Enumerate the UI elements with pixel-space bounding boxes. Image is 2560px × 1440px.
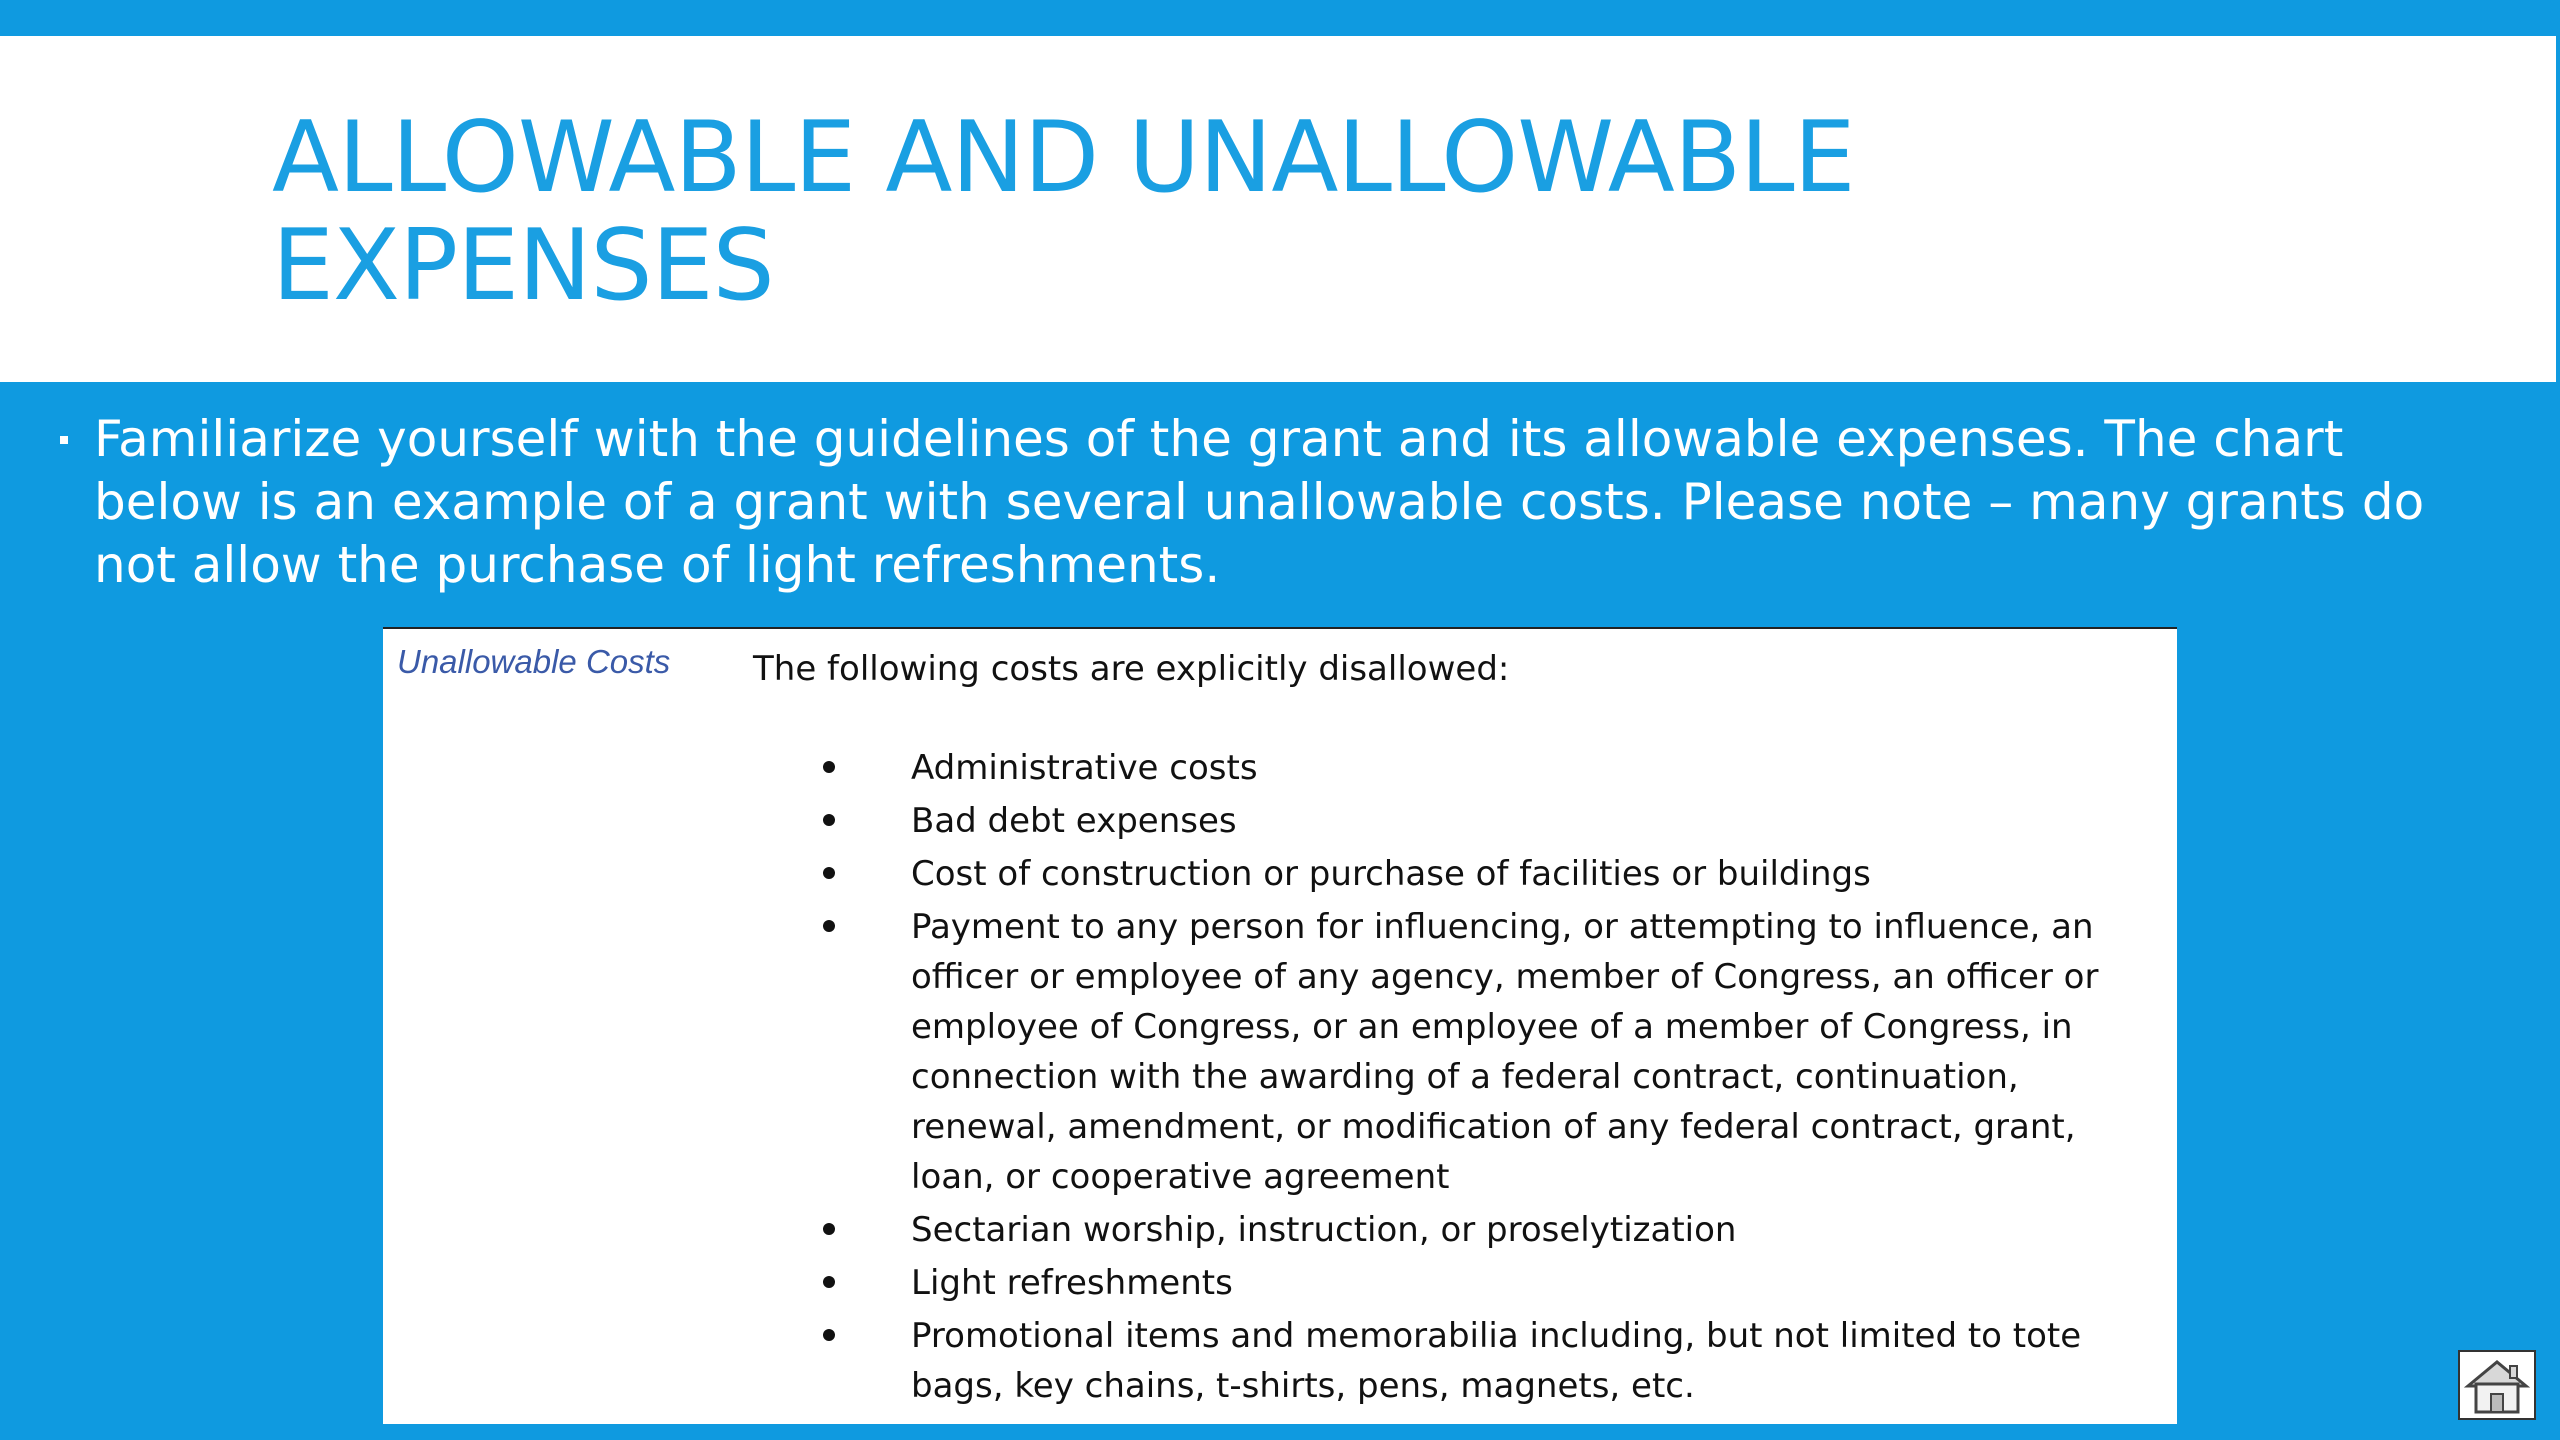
bullet-dot-icon	[823, 814, 835, 826]
list-item-text: Payment to any person for influencing, or attempting to influence, an officer or employee of any agency, member of Congress, an officer or employee of Congress, or an employee of a member of Congress, in connection with the awarding of a federal contract, continuation, renewal, amendment, or modification of any federal contract, grant, loan, or cooperative agreement	[911, 907, 2099, 1197]
bullet-marker	[60, 436, 68, 444]
list-item	[823, 1205, 2143, 1255]
bullet-text: Familiarize yourself with the guidelines of the grant and its allowable expenses. The chart below is an example of a grant with several unallowable costs. Please note – many grants do not allow the purchase of light refreshments.	[94, 410, 2425, 594]
list-item-text: Sectarian worship, instruction, or proselytization	[911, 1210, 1737, 1250]
table-label: Unallowable Costs	[397, 643, 671, 680]
list-item	[823, 1311, 2143, 1411]
list-item	[823, 796, 2143, 846]
bullet-dot-icon	[823, 867, 835, 879]
list-item	[823, 1258, 2143, 1308]
list-item-text: Administrative costs	[911, 748, 1258, 788]
list-item	[823, 849, 2143, 899]
unallowable-costs-table	[383, 627, 2177, 1424]
list-item-text: Promotional items and memorabilia including, but not limited to tote bags, key chains, t-shirts, pens, magnets, etc.	[911, 1316, 2082, 1406]
top-accent-strip	[0, 0, 2560, 36]
title-band	[0, 36, 2556, 382]
home-icon	[2460, 1352, 2534, 1418]
slide-title: ALLOWABLE AND UNALLOWABLE EXPENSES	[272, 101, 1855, 323]
list-item	[823, 743, 2143, 793]
bullet-dot-icon	[823, 1329, 835, 1341]
bullet-dot-icon	[823, 1223, 835, 1235]
home-button[interactable]	[2458, 1350, 2536, 1420]
list-item-text: Bad debt expenses	[911, 801, 1237, 841]
list-item-text: Cost of construction or purchase of facilities or buildings	[911, 854, 1871, 894]
bullet-dot-icon	[823, 1276, 835, 1288]
bullet-dot-icon	[823, 761, 835, 773]
list-item-text: Light refreshments	[911, 1263, 1233, 1303]
bullet-dot-icon	[823, 920, 835, 932]
right-edge-strip	[2556, 36, 2560, 382]
list-item	[823, 902, 2143, 1202]
cost-list	[823, 743, 2143, 1414]
table-intro: The following costs are explicitly disallowed:	[753, 649, 1510, 689]
